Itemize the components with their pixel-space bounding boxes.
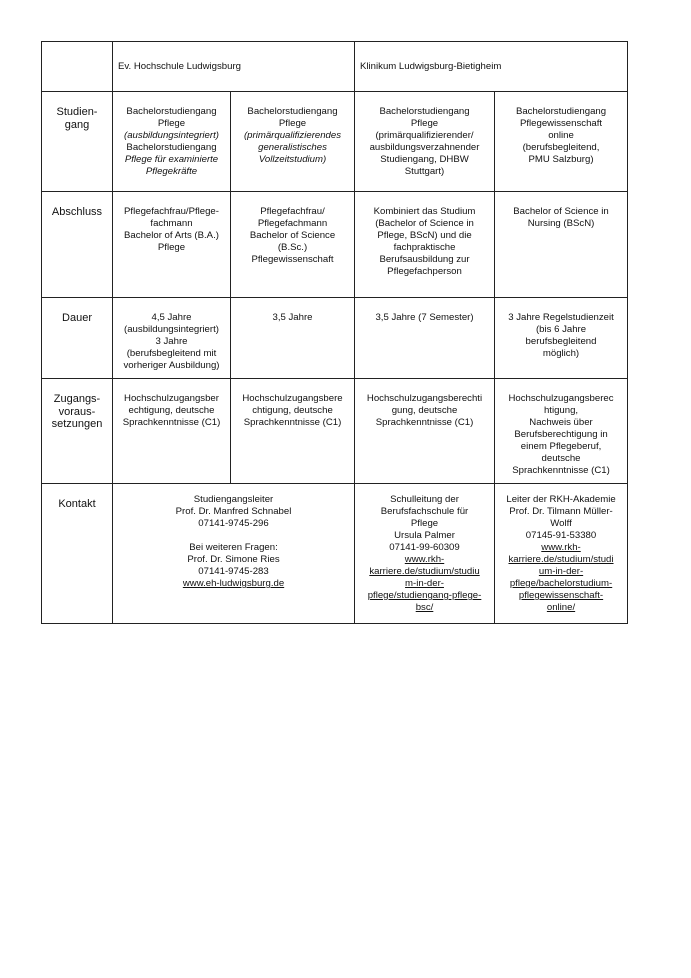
cell-line: Ursula Palmer [394,530,455,541]
cell-zugang-ehl-1 [113,379,231,484]
cell-line: Bachelorstudiengang [515,106,607,117]
cell-studiengang-klinikum [355,92,495,192]
row-zugang [42,379,628,484]
cell-abschluss-rkh [495,192,628,298]
header-row [42,42,628,92]
cell-line: Dauer [62,312,92,324]
cell-line: Zugangs- [53,393,101,405]
cell-line: 4,5 Jahre [151,312,192,323]
cell-line: Bachelorstudiengang [126,106,217,117]
cell-line: Pflegefachfrau/ [260,206,325,217]
cell-line: Bachelorstudiengang [247,106,338,117]
cell-line: Vollzeitstudium) [258,154,327,165]
cell-kontakt-klinikum [355,484,495,624]
cell-line: Pflege, BScN) und die [377,230,472,241]
cell-line: Hochschulzugangsber [124,393,219,404]
cell-line: Pflegewissenschaft [251,254,334,265]
cell-line: Abschluss [51,206,103,218]
cell-line: Sprachkenntnisse (C1) [375,417,474,428]
link-text[interactable]: pflege/bachelorstudium- [509,578,613,589]
cell-line: fachmann [150,218,193,229]
cell-line: Kombiniert das Studium [373,206,476,217]
cell-line: Pflege [410,518,439,529]
cell-line: Sprachkenntnisse (C1) [243,417,342,428]
row-label-studiengang [42,92,113,192]
cell-line: Hochschulzugangsberechti [366,393,483,404]
cell-line: echtigung, deutsche [128,405,215,416]
cell-line: Bachelor of Science in [513,206,609,217]
link-text[interactable]: um-in-der- [538,566,584,577]
cell-line: Bachelor of Arts (B.A.) [124,230,219,241]
cell-dauer-ehl-1 [113,298,231,379]
cell-line: (berufsbegleitend, [522,142,600,153]
cell-line: berufsbegleitend [525,336,597,347]
link-text[interactable]: karriere.de/studium/studi [508,554,614,565]
cell-line: Pflege [410,118,439,129]
cell-line: gang [64,118,90,131]
cell-zugang-klinikum [355,379,495,484]
cell-dauer-ehl-2 [231,298,355,379]
corner-cell [42,42,113,92]
cell-line: Studiengang, DHBW [380,154,469,165]
cell-line: (bis 6 Jahre [535,324,587,335]
cell-line: Nachweis über [529,417,593,428]
cell-line: Hochschulzugangsbere [242,393,343,404]
cell-line: Bachelorstudiengang [126,142,217,153]
link-text[interactable]: karriere.de/studium/studiu [369,566,480,577]
institution-klinikum: Klinikum Ludwigsburg-Bietigheim [355,42,628,92]
cell-line: Hochschulzugangsberec [508,393,614,404]
row-label-zugang [42,379,113,484]
cell-line: 07141-99-60309 [389,542,460,553]
link-text[interactable]: pflege/studiengang-pflege- [367,590,482,601]
cell-line: Stuttgart) [404,166,445,177]
cell-line: (Bachelor of Science in [375,218,474,229]
cell-line: 3,5 Jahre [272,312,313,323]
cell-abschluss-ehl-1 [113,192,231,298]
link-text[interactable]: m-in-der- [405,578,444,589]
cell-line: Bachelorstudiengang [379,106,470,117]
spacer [117,530,350,542]
row-kontakt [42,484,628,624]
cell-line: (ausbildungsintegriert) [124,324,219,335]
cell-line: ausbildungsverzahnender [369,142,480,153]
cell-line: 3 Jahre Regelstudienzeit [508,312,614,323]
cell-dauer-klinikum [355,298,495,379]
cell-line: Berufsberechtigung in [514,429,608,440]
cell-kontakt-ehl [113,484,355,624]
row-studiengang [42,92,628,192]
cell-line: Prof. Dr. Manfred Schnabel [175,506,292,517]
cell-line: Pflegewissenschaft [519,118,603,129]
cell-studiengang-rkh [495,92,628,192]
cell-line: 07145-91-53380 [525,530,597,541]
cell-line: Nursing (BScN) [527,218,595,229]
cell-line: (berufsbegleitend mit [126,348,217,359]
link-text[interactable]: bsc/ [415,602,434,613]
cell-line: (ausbildungsintegriert) [124,130,219,141]
cell-line: Berufsfachschule für [380,506,469,517]
cell-line: Pflege [278,118,307,129]
cell-zugang-ehl-2 [231,379,355,484]
cell-dauer-rkh [495,298,628,379]
link-text[interactable]: www.rkh- [404,554,445,565]
cell-line: Sprachkenntnisse (C1) [122,417,221,428]
row-label-abschluss [42,192,113,298]
cell-line: 3,5 Jahre (7 Semester) [375,312,474,323]
cell-line: setzungen [51,418,103,430]
cell-line: möglich) [542,348,580,359]
cell-line: Pflegefachfrau/Pflege- [124,206,219,217]
cell-line: PMU Salzburg) [528,154,594,165]
cell-line: online [548,130,574,141]
cell-line: Sprachkenntnisse (C1) [512,465,610,476]
cell-line: 07141-9745-296 [198,518,269,529]
cell-line: voraus- [58,405,96,418]
cell-line: Studien- [56,106,98,118]
cell-abschluss-klinikum [355,192,495,298]
cell-line: Leiter der RKH-Akademie [506,494,616,505]
cell-line: Prof. Dr. Tilmann Müller- [509,506,613,517]
cell-line: Pflege [157,242,186,253]
link-text[interactable]: pflegewissenschaft- [518,590,604,601]
cell-line: einem Pflegeberuf, [520,441,602,452]
cell-line: 07141-9745-283 [198,566,269,577]
cell-line: deutsche [541,453,581,464]
cell-line: Pflege [157,118,186,129]
row-label-kontakt [42,484,113,624]
cell-line: generalistisches [258,142,327,153]
cell-studiengang-ehl-1 [113,92,231,192]
cell-kontakt-rkh [495,484,628,624]
cell-line: vorheriger Ausbildung) [123,360,220,371]
cell-line: htigung, [543,405,579,416]
link-text[interactable]: www.eh-ludwigsburg.de [182,578,285,589]
cell-line: Pflegefachperson [387,266,462,277]
cell-line: Pflegekräfte [145,166,198,177]
cell-line: (B.Sc.) [277,242,308,253]
cell-line: Wolff [550,518,572,529]
cell-studiengang-ehl-2 [231,92,355,192]
cell-line: Pflegefachmann [257,218,328,229]
cell-line: Berufsausbildung zur [379,254,470,265]
row-dauer [42,298,628,379]
institution-ehl: Ev. Hochschule Ludwigsburg [113,42,355,92]
cell-line: Prof. Dr. Simone Ries [187,554,280,565]
cell-line: chtigung, deutsche [252,405,333,416]
cell-line: Bei weiteren Fragen: [189,542,278,553]
row-abschluss [42,192,628,298]
cell-line: gung, deutsche [391,405,458,416]
cell-line: (primärqualifizierender/ [375,130,474,141]
cell-line: Kontakt [58,498,96,510]
cell-zugang-rkh [495,379,628,484]
cell-line: Bachelor of Science [249,230,336,241]
cell-line: Pflege für examinierte [124,154,219,165]
program-comparison-table [41,41,628,624]
cell-line: fachpraktische [393,242,456,253]
row-label-dauer [42,298,113,379]
cell-line: Studiengangsleiter [193,494,274,505]
cell-abschluss-ehl-2 [231,192,355,298]
cell-line: Schulleitung der [390,494,459,505]
link-text[interactable]: www.rkh- [541,542,581,553]
cell-line: (primärqualifizierendes [243,130,342,141]
cell-line: 3 Jahre [155,336,188,347]
link-text[interactable]: online/ [546,602,576,613]
